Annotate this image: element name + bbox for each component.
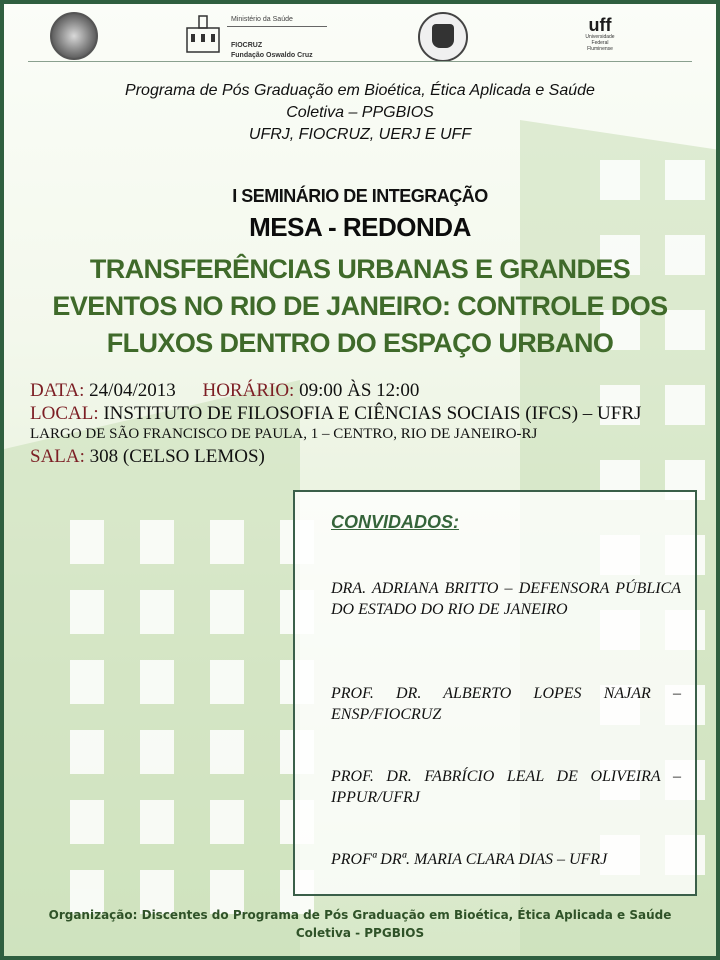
program-line-3: UFRJ, FIOCRUZ, UERJ E UFF — [248, 126, 472, 143]
window-decoration — [70, 730, 104, 774]
window-decoration — [70, 520, 104, 564]
seminar-title: I SEMINÁRIO DE INTEGRAÇÃO — [232, 186, 488, 206]
topic-line-2: EVENTOS NO RIO DE JANEIRO: CONTROLE DOS — [52, 291, 668, 321]
logo-bar — [0, 10, 720, 62]
organization-footer — [0, 906, 720, 942]
topic-line-1: TRANSFERÊNCIAS URBANAS E GRANDES — [89, 254, 631, 284]
window-decoration — [70, 590, 104, 634]
guest-item: DRA. ADRIANA BRITTO – DEFENSORA PÚBLICA DO ESTADO DO RIO DE JANEIRO — [331, 580, 681, 618]
ministry-text: Ministério da Saúde — [231, 16, 293, 23]
window-decoration — [210, 660, 244, 704]
window-decoration — [140, 520, 174, 564]
event-format: MESA - REDONDA — [249, 212, 471, 242]
location-value: INSTITUTO DE FILOSOFIA E CIÊNCIAS SOCIAIS (IFCS) – UFRJ — [103, 403, 642, 424]
window-decoration — [210, 800, 244, 844]
date-time-line — [30, 380, 419, 402]
window-decoration — [210, 730, 244, 774]
address-line: LARGO DE SÃO FRANCISCO DE PAULA, 1 – CENTRO, RIO DE JANEIRO-RJ — [30, 426, 538, 442]
ufrj-seal-logo — [50, 12, 98, 60]
guest-item: PROF. DR. ALBERTO LOPES NAJAR – ENSP/FIOCRUZ — [331, 685, 681, 723]
organization-line-1: Organização: Discentes do Programa de Pós Graduação em Bioética, Ética Aplicada e Saúde — [48, 908, 672, 922]
window-decoration — [210, 520, 244, 564]
guests-title: CONVIDADOS: — [331, 512, 460, 532]
location-label: LOCAL: — [30, 403, 99, 424]
fiocruz-full-name: Fundação Oswaldo Cruz — [231, 52, 313, 59]
fiocruz-logo — [185, 14, 335, 60]
program-line-2: Coletiva – PPGBIOS — [286, 104, 434, 121]
uerj-seal-logo — [418, 12, 468, 62]
window-decoration — [140, 800, 174, 844]
fiocruz-name: FIOCRUZ — [231, 42, 263, 49]
window-decoration — [140, 730, 174, 774]
window-decoration — [140, 660, 174, 704]
program-header — [0, 80, 720, 146]
window-decoration — [70, 660, 104, 704]
time-label: HORÁRIO: — [202, 380, 295, 401]
organization-line-2: Coletiva - PPGBIOS — [295, 926, 425, 940]
window-decoration — [140, 590, 174, 634]
uff-logo: uff Universidade Federal Fluminense — [585, 15, 615, 52]
room-label: SALA: — [30, 446, 85, 467]
event-topic — [0, 251, 720, 362]
room-line — [30, 446, 265, 468]
date-label: DATA: — [30, 380, 85, 401]
time-value: 09:00 ÀS 12:00 — [299, 380, 420, 401]
location-line — [30, 403, 641, 425]
header-divider — [28, 61, 692, 62]
window-decoration — [70, 800, 104, 844]
guest-item: PROFª DRª. MARIA CLARA DIAS – UFRJ — [331, 851, 608, 868]
guests-box — [293, 490, 697, 896]
room-value: 308 (CELSO LEMOS) — [89, 446, 265, 467]
topic-line-3: FLUXOS DENTRO DO ESPAÇO URBANO — [106, 328, 614, 358]
fiocruz-building-icon — [185, 14, 221, 54]
program-line-1: Programa de Pós Graduação em Bioética, Ética Aplicada e Saúde — [125, 82, 595, 99]
date-value: 24/04/2013 — [89, 380, 176, 401]
window-decoration — [210, 590, 244, 634]
window-decoration — [665, 385, 705, 425]
guest-item: PROF. DR. FABRÍCIO LEAL DE OLIVEIRA – IPPUR/UFRJ — [331, 768, 681, 806]
